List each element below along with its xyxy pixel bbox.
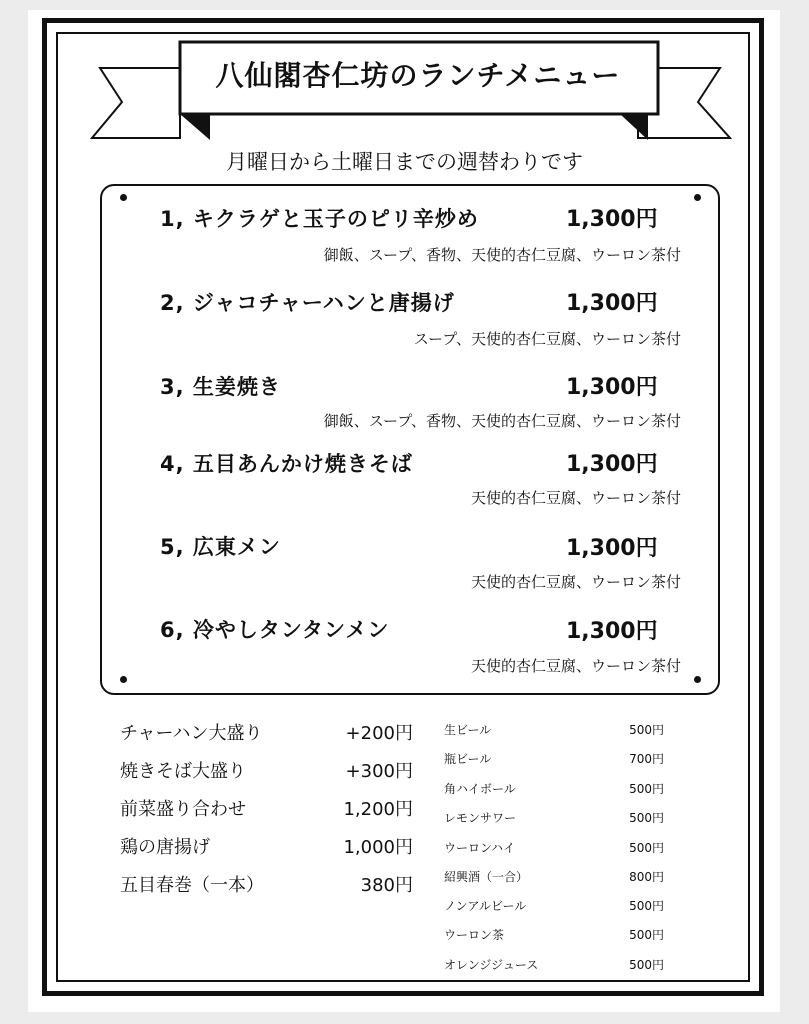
- extra-item-price: 1,200円: [343, 799, 413, 820]
- menu-item-note: スープ、天使的杏仁豆腐、ウーロン茶付: [413, 330, 681, 348]
- menu-title: 八仙閣杏仁坊のランチメニュー: [215, 59, 621, 92]
- corner-dot: [694, 194, 701, 201]
- corner-dot: [694, 676, 701, 683]
- menu-item-price: 1,300円: [566, 452, 658, 477]
- drink-item-price: 500円: [629, 899, 664, 913]
- menu-item-name: 4, 五目あんかけ焼きそば: [160, 452, 413, 476]
- drink-item-name: 紹興酒（一合）: [444, 870, 529, 884]
- corner-dot: [120, 194, 127, 201]
- drink-item-name: 生ビール: [444, 723, 492, 737]
- menu-item-note: 天使的杏仁豆腐、ウーロン茶付: [470, 489, 681, 507]
- drink-item-price: 500円: [629, 782, 664, 796]
- menu-item-name: 1, キクラゲと玉子のピリ辛炒め: [160, 207, 479, 231]
- extra-item-name: 鶏の唐揚げ: [120, 837, 210, 858]
- drink-item-price: 700円: [629, 752, 664, 766]
- drink-item-price: 500円: [629, 811, 664, 825]
- menu-item-price: 1,300円: [566, 536, 658, 561]
- menu-item-price: 1,300円: [566, 207, 658, 232]
- drink-item-name: オレンジジュース: [444, 958, 539, 972]
- drink-item-price: 800円: [629, 870, 664, 884]
- extra-item-name: チャーハン大盛り: [120, 723, 263, 744]
- extra-item-price: +300円: [345, 761, 413, 782]
- extra-item-name: 五目春巻（一本）: [120, 875, 264, 896]
- menu-item-note: 御飯、スープ、香物、天使的杏仁豆腐、ウーロン茶付: [323, 246, 681, 264]
- extra-item-name: 焼きそば大盛り: [120, 761, 246, 782]
- drink-item-price: 500円: [629, 841, 664, 855]
- menu-item-price: 1,300円: [566, 291, 658, 316]
- extra-item-price: 1,000円: [343, 837, 413, 858]
- extra-item-name: 前菜盛り合わせ: [120, 799, 246, 820]
- menu-item-note: 天使的杏仁豆腐、ウーロン茶付: [470, 573, 681, 591]
- drink-item-price: 500円: [629, 723, 664, 737]
- drink-item-name: ノンアルビール: [444, 899, 527, 913]
- menu-item-price: 1,300円: [566, 619, 658, 644]
- drink-item-price: 500円: [629, 958, 664, 972]
- extra-item-price: +200円: [345, 723, 413, 744]
- menu-subtitle: 月曜日から土曜日までの週替わりです: [226, 150, 583, 174]
- drink-item-name: ウーロン茶: [444, 928, 505, 942]
- drink-item-name: ウーロンハイ: [444, 841, 516, 855]
- drink-item-name: 角ハイボール: [444, 782, 516, 796]
- drink-item-price: 500円: [629, 928, 664, 942]
- menu-item-name: 3, 生姜焼き: [160, 375, 281, 399]
- menu-item-name: 2, ジャコチャーハンと唐揚げ: [160, 291, 455, 315]
- menu-item-name: 5, 広東メン: [160, 535, 281, 559]
- extra-item-price: 380円: [360, 875, 413, 896]
- menu-item-price: 1,300円: [566, 375, 658, 400]
- corner-dot: [120, 676, 127, 683]
- menu-item-note: 御飯、スープ、香物、天使的杏仁豆腐、ウーロン茶付: [323, 412, 681, 430]
- drink-item-name: レモンサワー: [444, 811, 517, 825]
- menu-item-name: 6, 冷やしタンタンメン: [160, 618, 390, 642]
- menu-item-note: 天使的杏仁豆腐、ウーロン茶付: [470, 657, 681, 675]
- drink-item-name: 瓶ビール: [444, 752, 492, 766]
